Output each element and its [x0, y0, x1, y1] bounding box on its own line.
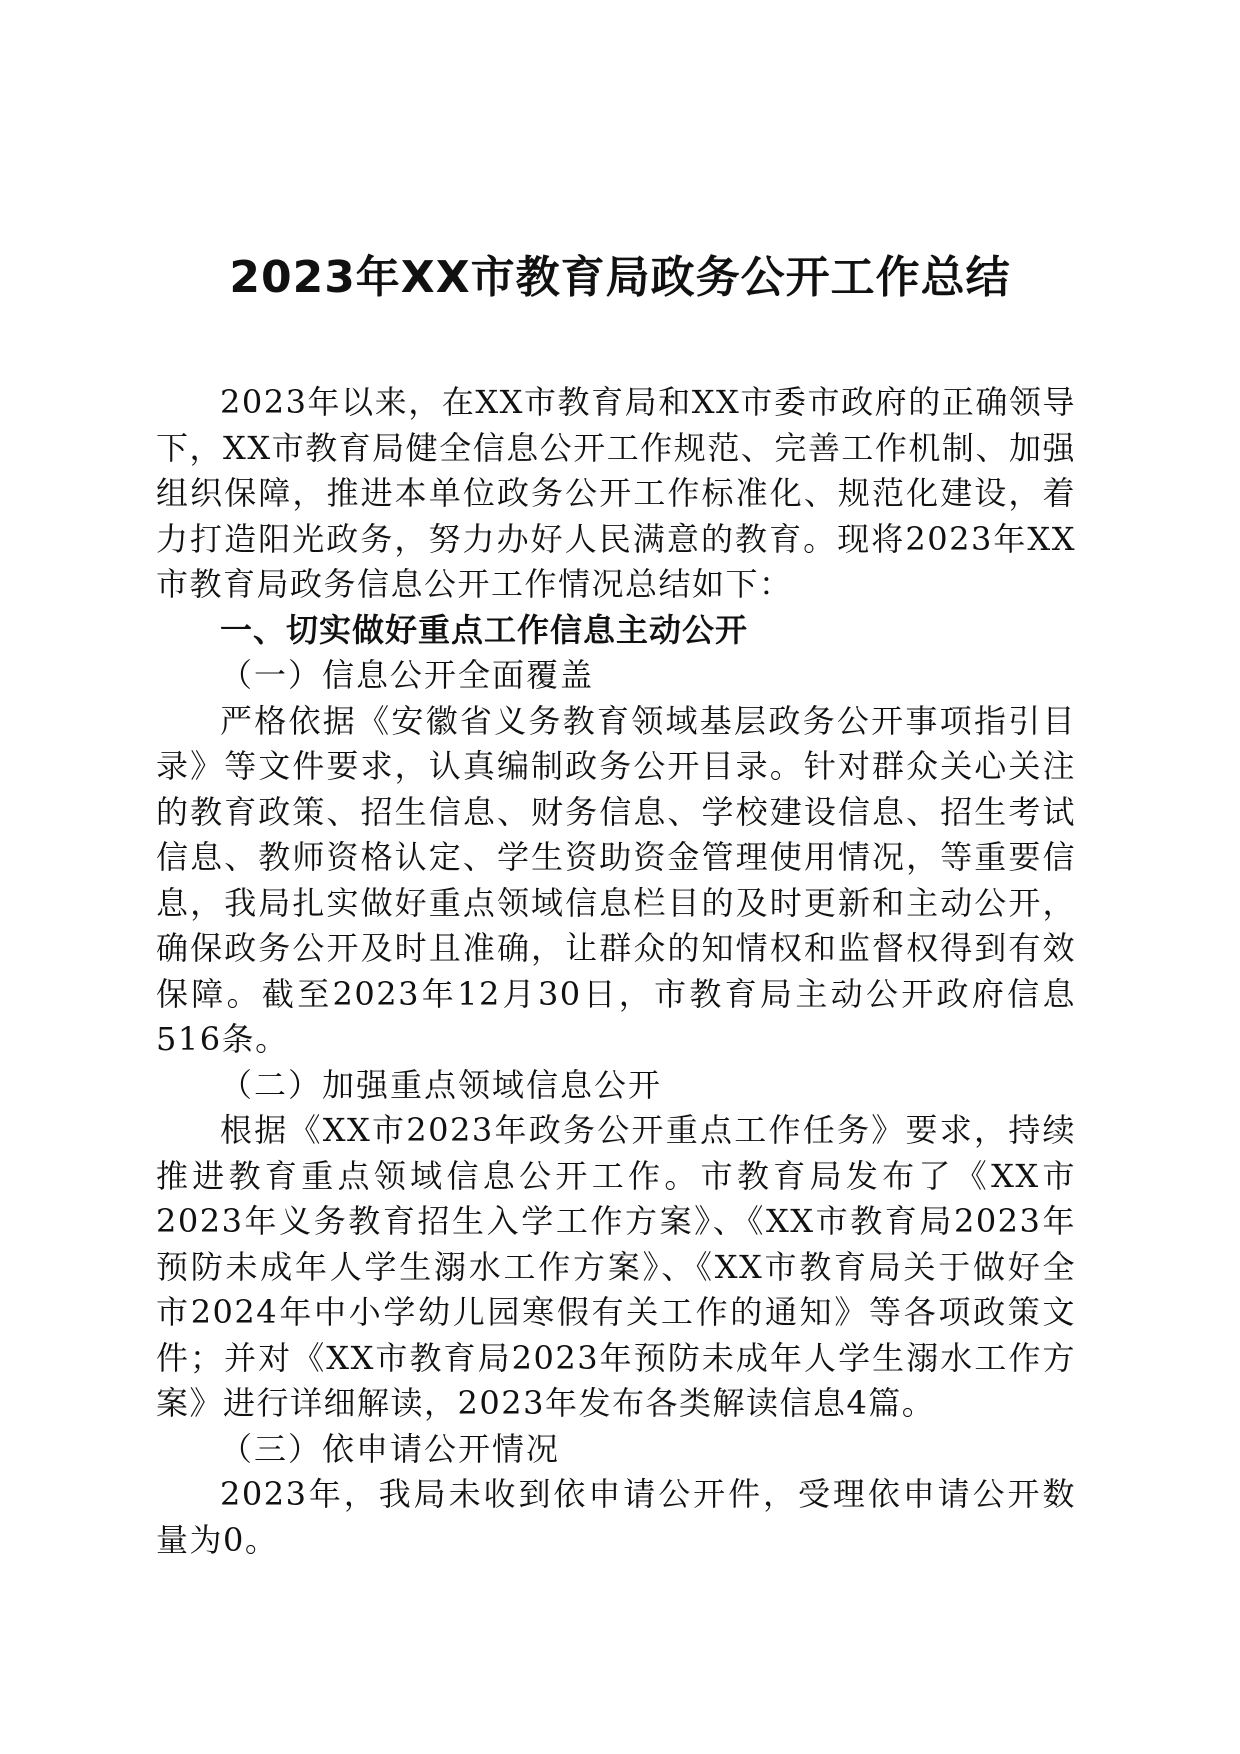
- body-paragraph-3: 2023年，我局未收到依申请公开件，受理依申请公开数量为0。: [156, 1475, 1076, 1559]
- document-title: 2023年XX市教育局政务公开工作总结: [229, 252, 1011, 303]
- subsection-heading-2: （二）加强重点领域信息公开: [220, 1065, 663, 1104]
- section-heading-1: 一、切实做好重点工作信息主动公开: [220, 610, 749, 649]
- subsection-heading-3: （三）依申请公开情况: [220, 1429, 561, 1468]
- body-paragraph-2: 根据《XX市2023年政务公开重点工作任务》要求，持续推进教育重点领域信息公开工作。市教育局发布了《XX市2023年义务教育招生入学工作方案》、《XX市教育局2023年预防未成年人学生溺水工作方案》、《XX市教育局关于做好全市2024年中小学幼儿园寒假有关工作的通知》等各项政策文件；并对《XX市教育局2023年预防未成年人学生溺水工作方案》进行详细解读，2023年发布各类解读信息4篇。: [156, 1111, 1076, 1422]
- subsection-heading-1: （一）信息公开全面覆盖: [220, 656, 595, 694]
- document-body: [156, 380, 1076, 1563]
- body-paragraph-1: 严格依据《安徽省义务教育领域基层政务公开事项指引目录》等文件要求，认真编制政务公开目录。针对群众关心关注的教育政策、招生信息、财务信息、学校建设信息、招生考试信息、教师资格认定、学生资助资金管理使用情况，等重要信息，我局扎实做好重点领域信息栏目的及时更新和主动公开，确保政务公开及时且准确，让群众的知情权和监督权得到有效保障。截至2023年12月30日，市教育局主动公开政府信息516条。: [156, 701, 1076, 1058]
- intro-paragraph: 2023年以来，在XX市教育局和XX市委市政府的正确领导下，XX市教育局健全信息公开工作规范、完善工作机制、加强组织保障，推进本单位政务公开工作标准化、规范化建设，着力打造阳光政务，努力办好人民满意的教育。现将2023年XX市教育局政务信息公开工作情况总结如下：: [156, 383, 1076, 603]
